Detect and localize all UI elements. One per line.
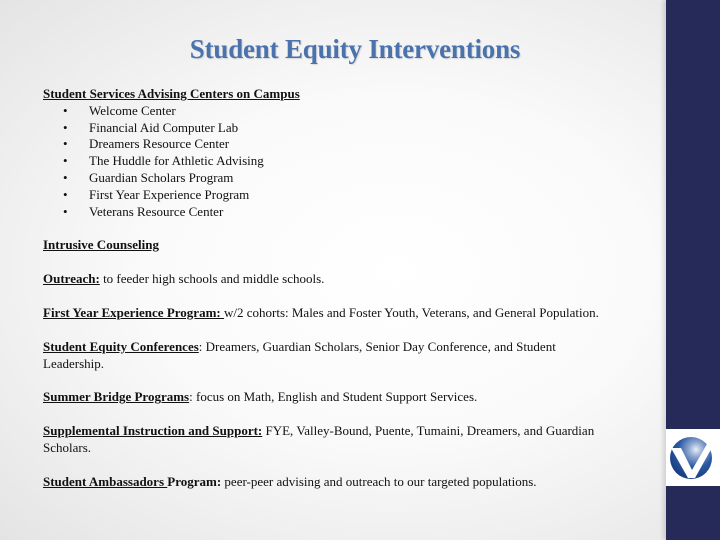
bullet-icon: • xyxy=(63,169,68,185)
advising-list xyxy=(43,103,603,221)
section-equity-conferences: Student Equity Conferences: Dreamers, Guardian Scholars, Senior Day Conference, and Student Leadership. xyxy=(43,338,556,371)
list-item: • Dreamers Resource Center xyxy=(63,136,230,152)
section-supplemental-instruction: Supplemental Instruction and Support: FYE, Valley-Bound, Puente, Tumaini, Dreamers, and Guardian Scholars. xyxy=(43,423,595,455)
list-item: • The Huddle for Athletic Advising xyxy=(63,153,264,169)
v-logo-icon xyxy=(669,436,715,480)
advising-heading: Student Services Advising Centers on Campus xyxy=(43,86,300,101)
logo xyxy=(666,429,720,486)
bullet-icon: • xyxy=(63,203,68,219)
bullet-icon: • xyxy=(63,136,68,152)
list-item: • Guardian Scholars Program xyxy=(63,169,234,185)
list-item: • Welcome Center xyxy=(63,102,176,118)
slide-content xyxy=(43,86,603,491)
section-summer-bridge: Summer Bridge Programs: focus on Math, English and Student Support Services. xyxy=(43,389,478,405)
section-student-ambassadors: Student Ambassadors Program: peer-peer advising and outreach to our targeted populations. xyxy=(43,473,537,489)
list-item: • Veterans Resource Center xyxy=(63,203,224,219)
bullet-icon: • xyxy=(63,102,68,118)
list-item: • Financial Aid Computer Lab xyxy=(63,119,239,135)
bullet-icon: • xyxy=(63,153,68,169)
section-intrusive-counseling: Intrusive Counseling xyxy=(43,237,159,253)
slide-title: Student Equity Interventions xyxy=(189,34,521,64)
bullet-icon: • xyxy=(63,119,68,135)
list-item: • First Year Experience Program xyxy=(63,186,250,202)
bullet-icon: • xyxy=(63,186,68,202)
section-outreach: Outreach: to feeder high schools and middle schools. xyxy=(43,271,325,287)
section-first-year-experience: First Year Experience Program: w/2 cohorts: Males and Foster Youth, Veterans, and General Population. xyxy=(43,304,599,320)
